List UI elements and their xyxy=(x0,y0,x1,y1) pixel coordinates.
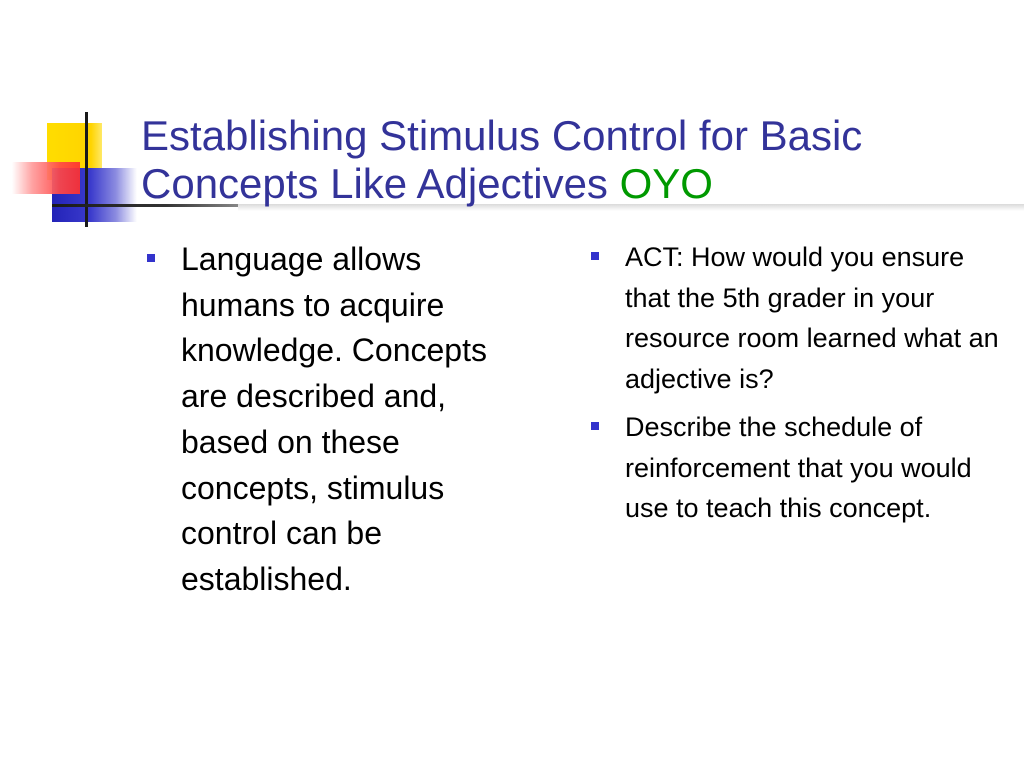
list-item xyxy=(591,237,1001,399)
list-item xyxy=(147,237,517,603)
slide-title-accent: OYO xyxy=(619,160,713,207)
logo-vertical-line xyxy=(85,112,88,227)
bullet-square-icon xyxy=(591,252,599,260)
bullet-text: Describe the schedule of reinforcement that you would use to teach this concept. xyxy=(625,412,972,523)
bullet-text: Language allows humans to acquire knowledge. Concepts are described and, based on these concepts, stimulus control can be established. xyxy=(181,241,487,597)
list-item xyxy=(591,407,1001,529)
bullet-text: ACT: How would you ensure that the 5th grader in your resource room learned what an adjective is? xyxy=(625,242,999,394)
slide-title-text: Establishing Stimulus Control for Basic Concepts Like Adjectives xyxy=(141,112,863,207)
bullet-square-icon xyxy=(147,254,155,262)
right-bullet-list xyxy=(591,237,1001,537)
logo-red-bar xyxy=(12,162,80,194)
slide-title xyxy=(141,112,1001,208)
left-bullet-list xyxy=(147,237,517,603)
bullet-square-icon xyxy=(591,422,599,430)
